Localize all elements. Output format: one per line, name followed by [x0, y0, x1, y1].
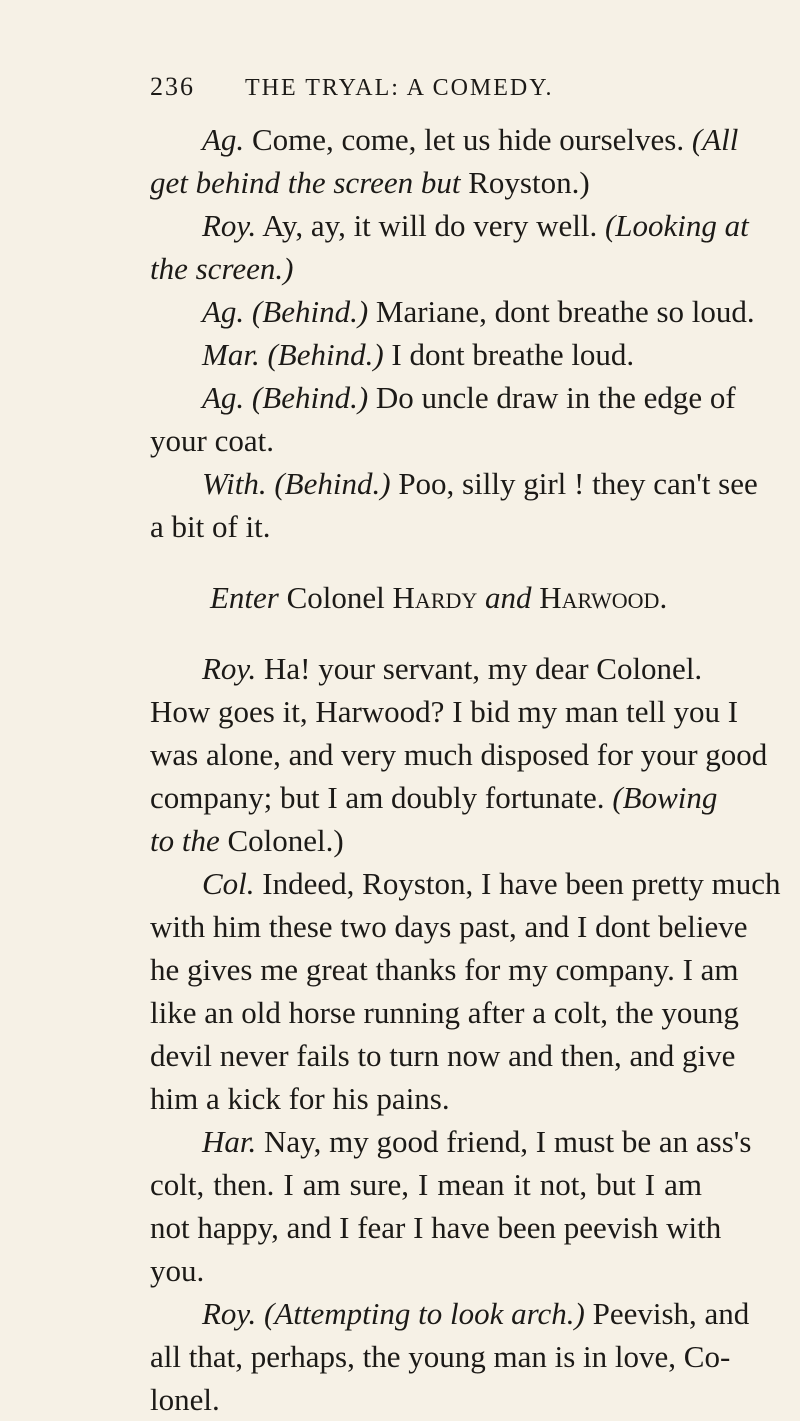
- stage-direction: the screen.): [150, 251, 294, 286]
- stage-direction: (Behind.): [259, 337, 384, 372]
- text-line: was alone, and very much disposed for your good: [150, 737, 768, 772]
- stage-direction: (All: [691, 122, 739, 157]
- text-line: him a kick for his pains.: [150, 1081, 450, 1116]
- text-line: get behind the screen but Royston.): [150, 165, 590, 200]
- text-line: [150, 247, 702, 290]
- page-text: [150, 118, 781, 1421]
- stage-direction: get behind the screen but: [150, 165, 461, 200]
- text-line: a bit of it.: [150, 509, 271, 544]
- speaker: With.: [202, 466, 267, 501]
- speaker: Har.: [202, 1124, 257, 1159]
- speaker: Ag.: [202, 122, 245, 157]
- character-name: Hardy: [392, 580, 478, 615]
- text-line: Mar. (Behind.) I dont breathe loud.: [202, 337, 635, 372]
- speaker: Ag. (Behind.): [202, 294, 369, 329]
- text-line: devil never fails to turn now and then, and give: [150, 1038, 736, 1073]
- text-line: all that, perhaps, the young man is in love, Co-: [150, 1339, 731, 1374]
- speaker: Roy.: [202, 208, 257, 243]
- stage-direction: (Attempting to look arch.): [256, 1296, 585, 1331]
- text-line: Roy. Ha! your servant, my dear Colonel.: [202, 651, 703, 686]
- stage-direction: (Bowing: [612, 780, 718, 815]
- stage-entrance: Enter Colonel Hardy and Harwood.: [210, 580, 668, 615]
- text-line: colt, then. I am sure, I mean it not, but I am: [150, 1167, 702, 1202]
- character-name: Harwood.: [539, 580, 668, 615]
- speaker: Roy.: [202, 651, 257, 686]
- running-header: [150, 72, 554, 102]
- text-line: your coat.: [150, 423, 274, 458]
- stage-direction: to the: [150, 823, 220, 858]
- text-line: Ag. (Behind.) Do uncle draw in the edge of: [202, 380, 736, 415]
- text-line: not happy, and I fear I have been peevish with: [150, 1210, 722, 1245]
- stage-direction: (Looking at: [604, 208, 749, 243]
- text-line: he gives me great thanks for my company. I am: [150, 952, 739, 987]
- text-line: company; but I am doubly fortunate. (Bowing: [150, 780, 718, 815]
- speaker: Col.: [202, 866, 255, 901]
- stage-direction: (Behind.): [266, 466, 391, 501]
- page-number: 236: [150, 72, 195, 101]
- text-line: with him these two days past, and I dont believe: [150, 909, 748, 944]
- speaker: Roy.: [202, 1296, 257, 1331]
- speaker: Ag. (Behind.): [202, 380, 369, 415]
- text-line: With. (Behind.) Poo, silly girl ! they can't see: [202, 466, 758, 501]
- text-line: to the Colonel.): [150, 823, 344, 858]
- text-line: How goes it, Harwood? I bid my man tell you I: [150, 694, 739, 729]
- text-line: like an old horse running after a colt, the young: [150, 995, 739, 1030]
- running-title: THE TRYAL: A COMEDY.: [245, 75, 554, 101]
- text-line: Ag. (Behind.) Mariane, dont breathe so loud.: [202, 294, 755, 329]
- text-line: Ag. Come, come, let us hide ourselves. (All: [202, 122, 739, 157]
- text-line: lonel.: [150, 1382, 220, 1417]
- text-line: you.: [150, 1253, 205, 1288]
- text-line: Har. Nay, my good friend, I must be an ass's: [202, 1124, 752, 1159]
- speaker: Mar.: [202, 337, 260, 372]
- text-line: Col. Indeed, Royston, I have been pretty much: [202, 866, 781, 901]
- text-line: Roy. Ay, ay, it will do very well. (Looking at: [202, 208, 749, 243]
- text-line: Roy. (Attempting to look arch.) Peevish, and: [202, 1296, 750, 1331]
